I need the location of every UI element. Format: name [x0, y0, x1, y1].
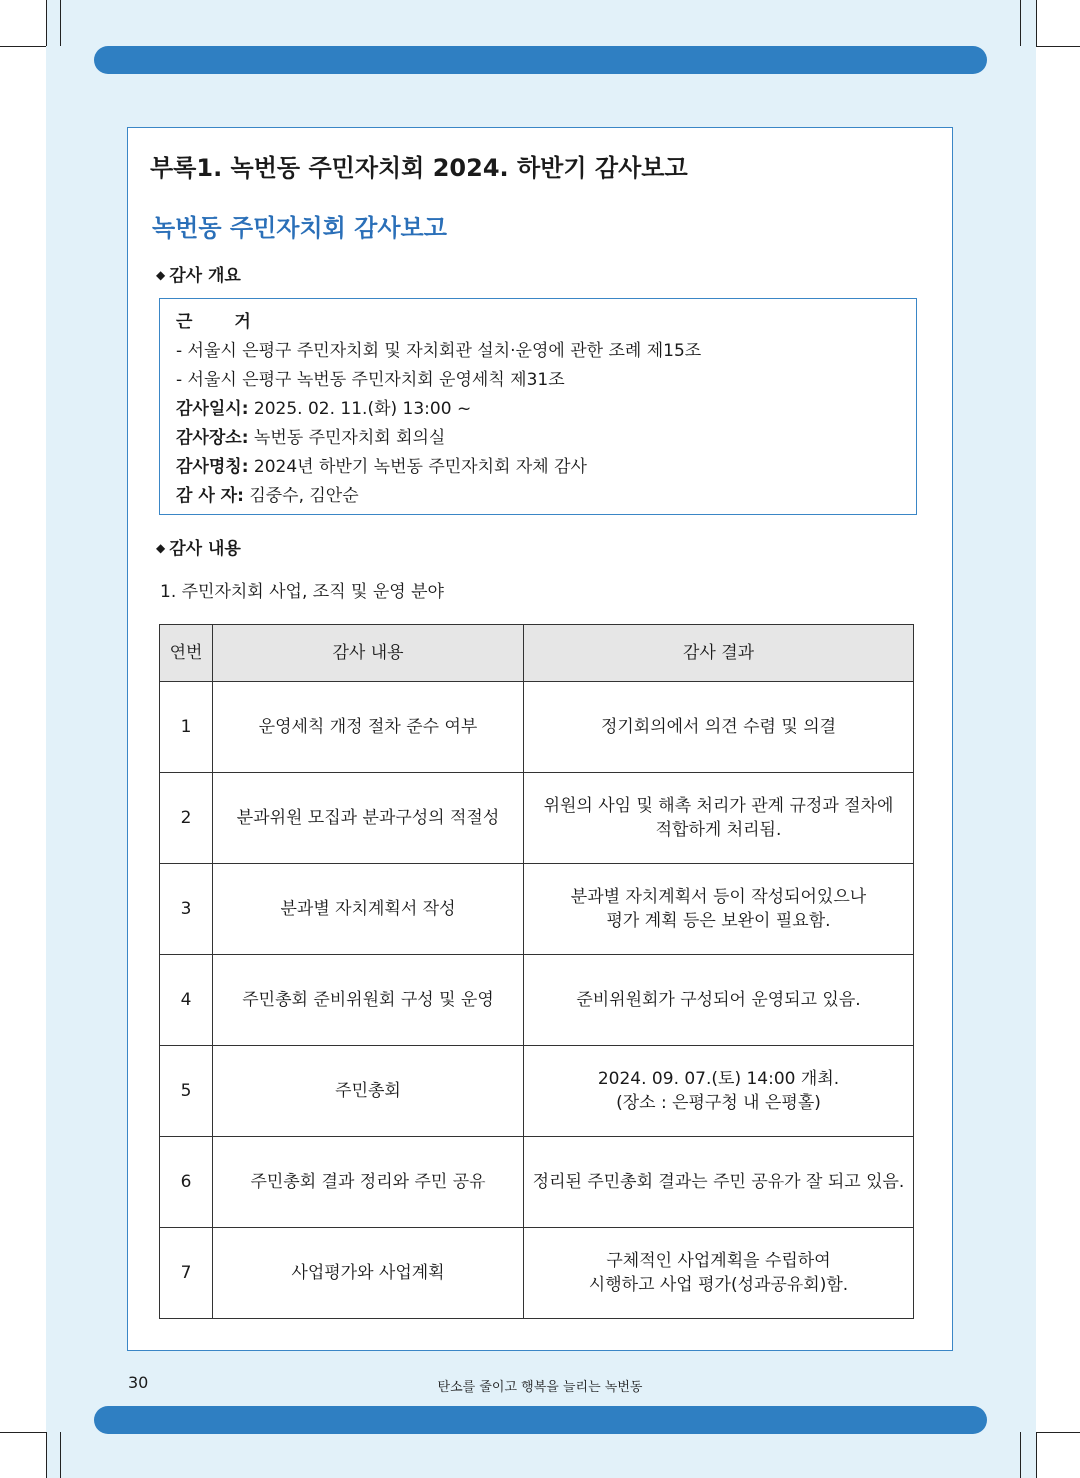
content-heading-text: 감사 내용 [169, 539, 241, 559]
row-number: 2 [160, 773, 213, 864]
row-content: 분과위원 모집과 분과구성의 적절성 [213, 773, 524, 864]
auditor-line [176, 482, 916, 511]
audit-place-value: 녹번동 주민자치회 회의실 [253, 428, 446, 448]
row-result-line: 위원의 사임 및 해촉 처리가 관계 규정과 절차에 [543, 796, 894, 816]
overview-box [159, 298, 917, 515]
audit-date-value: 2025. 02. 11.(화) 13:00 ~ [253, 399, 472, 419]
row-result [524, 1228, 914, 1319]
row-result-line: 평가 계획 등은 보완이 필요함. [606, 911, 831, 931]
crop-mark [1036, 0, 1037, 46]
row-result-line: 분과별 자치계획서 등이 작성되어있으나 [570, 887, 867, 907]
crop-mark [46, 0, 47, 46]
row-content: 주민총회 [213, 1046, 524, 1137]
basis-label-line [176, 308, 916, 337]
top-decorative-band [94, 46, 987, 74]
audit-place-line [176, 424, 916, 453]
crop-mark [1020, 0, 1021, 46]
table-row [160, 955, 914, 1046]
row-result-line: 시행하고 사업 평가(성과공유회)함. [588, 1275, 849, 1295]
table-header-row [160, 625, 914, 682]
row-result [524, 682, 914, 773]
row-number: 5 [160, 1046, 213, 1137]
row-result [524, 955, 914, 1046]
table-row [160, 773, 914, 864]
row-number: 6 [160, 1137, 213, 1228]
table-row [160, 1046, 914, 1137]
row-result [524, 1137, 914, 1228]
row-result-line: 준비위원회가 구성되어 운영되고 있음. [576, 990, 861, 1010]
table-row [160, 864, 914, 955]
row-result-line: 적합하게 처리됨. [655, 820, 782, 840]
crop-mark [46, 1432, 47, 1478]
crop-mark [1036, 1432, 1037, 1478]
footer-tagline: 탄소를 줄이고 행복을 늘리는 녹번동 [437, 1380, 643, 1395]
audit-date-label: 감사일시: [176, 399, 249, 419]
audit-name-line [176, 453, 916, 482]
page-number: 30 [128, 1373, 149, 1392]
basis-item: - 서울시 은평구 녹번동 주민자치회 운영세칙 제31조 [176, 370, 565, 390]
audit-date-line [176, 395, 916, 424]
content-heading [156, 534, 241, 559]
row-result [524, 1046, 914, 1137]
row-result-line: (장소 : 은평구청 내 은평홀) [616, 1093, 821, 1113]
subheading: 1. 주민자치회 사업, 조직 및 운영 분야 [160, 582, 444, 602]
crop-mark [1036, 46, 1080, 47]
row-number: 1 [160, 682, 213, 773]
auditor-value: 김중수, 김안순 [249, 486, 359, 506]
crop-mark [1020, 1432, 1021, 1478]
audit-table [159, 624, 914, 1319]
crop-mark [0, 46, 46, 47]
section-title: 녹번동 주민자치회 감사보고 [152, 214, 447, 242]
row-content: 주민총회 준비위원회 구성 및 운영 [213, 955, 524, 1046]
audit-name-label: 감사명칭: [176, 457, 249, 477]
header-content: 감사 내용 [213, 625, 524, 682]
appendix-title: 부록1. 녹번동 주민자치회 2024. 하반기 감사보고 [150, 154, 688, 182]
basis-label: 근 거 [176, 312, 269, 332]
row-result-line: 구체적인 사업계획을 수립하여 [606, 1251, 831, 1271]
auditor-label: 감 사 자: [176, 486, 244, 506]
audit-name-value: 2024년 하반기 녹번동 주민자치회 자체 감사 [253, 457, 587, 477]
table-row [160, 1228, 914, 1319]
header-result: 감사 결과 [524, 625, 914, 682]
crop-mark [60, 0, 61, 46]
row-result-line: 2024. 09. 07.(토) 14:00 개최. [597, 1069, 840, 1089]
row-content: 분과별 자치계획서 작성 [213, 864, 524, 955]
basis-item: - 서울시 은평구 주민자치회 및 자치회관 설치·운영에 관한 조례 제15조 [176, 341, 702, 361]
diamond-bullet-icon: ◆ [156, 268, 166, 282]
audit-place-label: 감사장소: [176, 428, 249, 448]
overview-heading [156, 261, 241, 286]
row-number: 3 [160, 864, 213, 955]
row-content: 운영세칙 개정 절차 준수 여부 [213, 682, 524, 773]
row-number: 4 [160, 955, 213, 1046]
row-number: 7 [160, 1228, 213, 1319]
crop-mark [1036, 1432, 1080, 1433]
row-content: 주민총회 결과 정리와 주민 공유 [213, 1137, 524, 1228]
bottom-decorative-band [94, 1406, 987, 1434]
diamond-bullet-icon: ◆ [156, 541, 166, 555]
crop-mark [60, 1432, 61, 1478]
document-page [127, 127, 953, 1351]
table-row [160, 1137, 914, 1228]
header-number: 연번 [160, 625, 213, 682]
row-result [524, 864, 914, 955]
row-content: 사업평가와 사업계획 [213, 1228, 524, 1319]
row-result [524, 773, 914, 864]
crop-mark [0, 1432, 46, 1433]
table-row [160, 682, 914, 773]
overview-heading-text: 감사 개요 [169, 266, 241, 286]
row-result-line: 정기회의에서 의견 수렴 및 의결 [600, 717, 837, 737]
row-result-line: 정리된 주민총회 결과는 주민 공유가 잘 되고 있음. [532, 1172, 905, 1192]
